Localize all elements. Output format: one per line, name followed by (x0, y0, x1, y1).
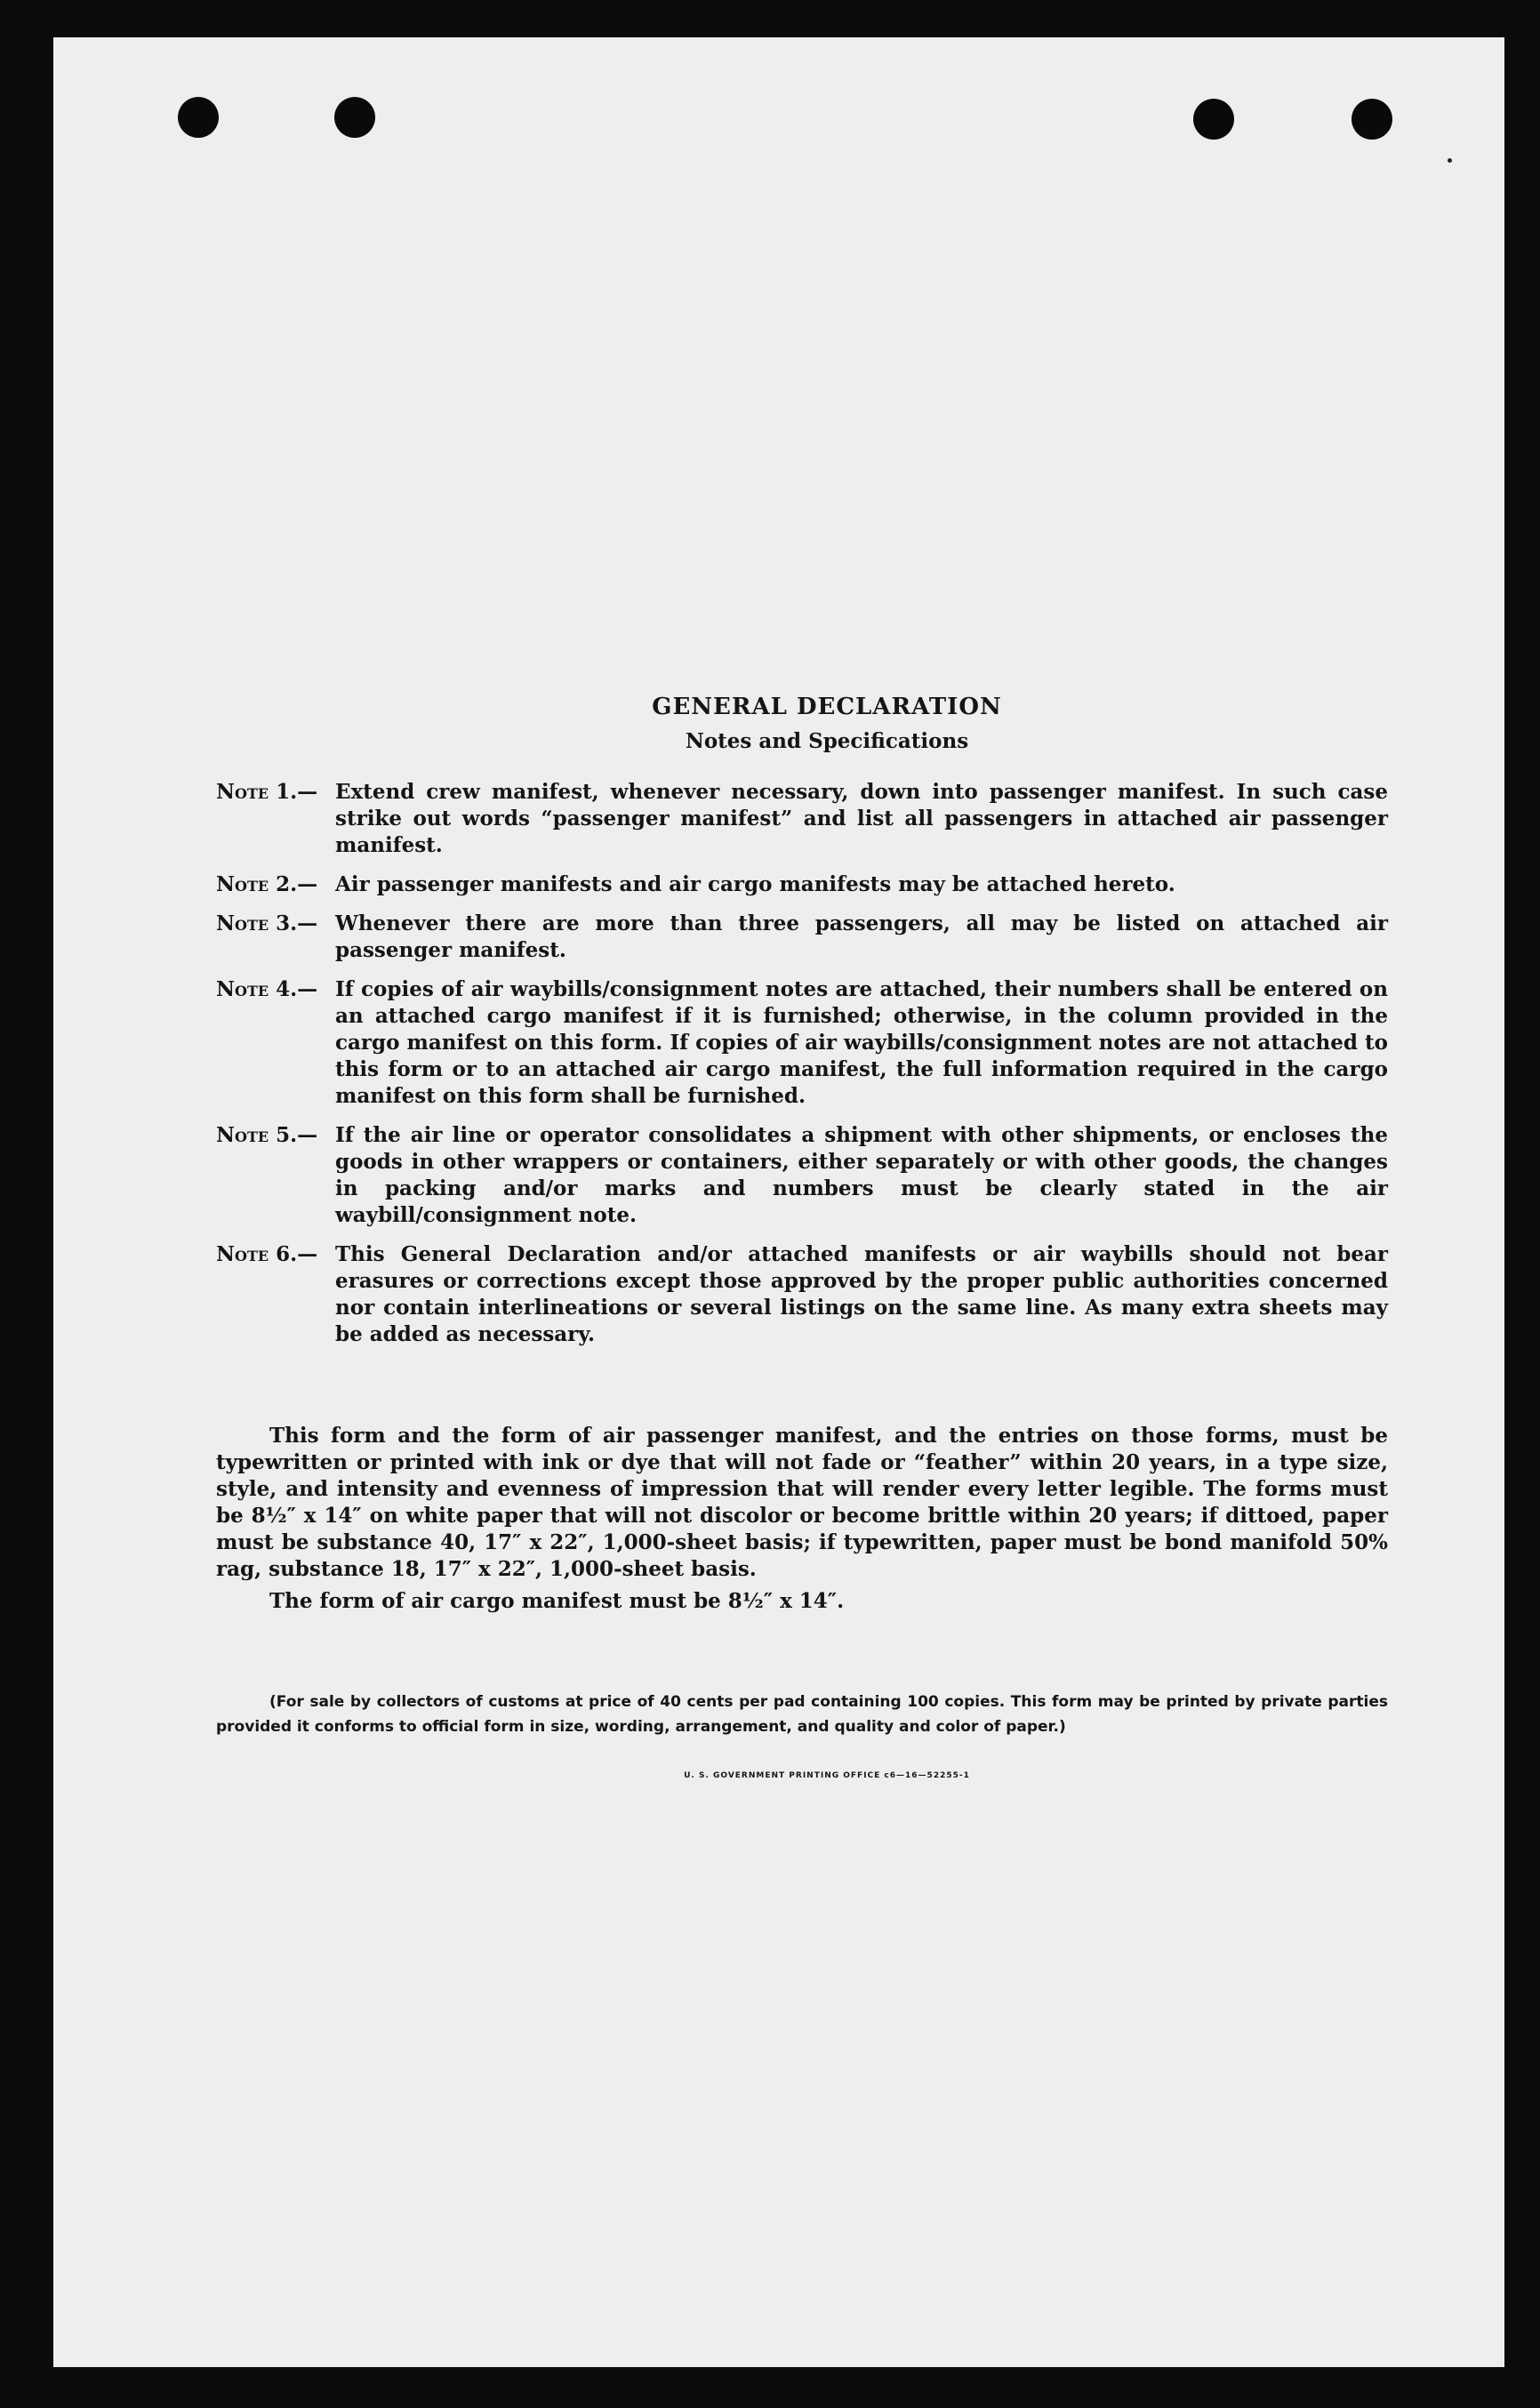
note-text: If the air line or operator consolidates a shipment with other shipments, or encloses the goods in other wrappers or containers, either separately or with other goods, the changes in packing and/or marks and numbers must be clearly stated in the air waybill/consignment note. (335, 1123, 1388, 1227)
note-item (216, 779, 1388, 859)
printer-imprint: U. S. GOVERNMENT PRINTING OFFICE c6—16—52255-1 (684, 1771, 970, 1780)
note-text: Whenever there are more than three passengers, all may be listed on attached air passenger manifest. (335, 911, 1388, 962)
note-item (216, 1241, 1388, 1348)
note-text: If copies of air waybills/consignment notes are attached, their numbers shall be entered on an attached cargo manifest if it is furnished; otherwise, in the column provided in the cargo manifest on this form. If copies of air waybills/consignment notes are not attached to this form or to an attached air cargo manifest, the full information required in the cargo manifest on this form shall be furnished. (335, 977, 1388, 1108)
specification-paragraph: This form and the form of air passenger manifest, and the entries on those forms, must be typewritten or printed with ink or dye that will not fade or “feather” within 20 years, in a type size, style, and intensity and evenness of impression that will render every letter legible. The forms must be 8½″ x 14″ on white paper that will not discolor or become brittle within 20 years; if dittoed, paper must be substance 40, 17″ x 22″, 1,000-sheet basis; if typewritten, paper must be bond manifold 50% rag, substance 18, 17″ x 22″, 1,000-sheet basis. (216, 1424, 1388, 1581)
paper-speck (1448, 158, 1452, 163)
note-label: Note 1.— (216, 780, 318, 804)
sale-notice: (For sale by collectors of customs at price of 40 cents per pad containing 100 copies. This form may be printed by private parties provided it conforms to official form in size, wording, arrangement, and quality and color of paper.) (216, 1693, 1388, 1736)
note-label: Note 6.— (216, 1242, 318, 1266)
note-item (216, 911, 1388, 964)
note-item (216, 1122, 1388, 1229)
note-item (216, 871, 1388, 898)
cargo-size-line: The form of air cargo manifest must be 8½″ x 14″. (269, 1589, 845, 1613)
note-item (216, 976, 1388, 1110)
page-title: GENERAL DECLARATION (652, 694, 1002, 720)
note-text: Extend crew manifest, whenever necessary, down into passenger manifest. In such case strike out words “passenger manifest” and list all passengers in attached air passenger manifest. (335, 780, 1388, 857)
punch-hole (178, 97, 219, 138)
document-page (53, 37, 1504, 2367)
page-subtitle: Notes and Specifications (685, 729, 969, 753)
punch-hole (334, 97, 375, 138)
note-text: This General Declaration and/or attached manifests or air waybills should not bear erasures or corrections except those approved by the proper public authorities concerned nor contain interlineations or several listings on the same line. As many extra sheets may be added as necessary. (335, 1242, 1388, 1346)
punch-hole (1352, 99, 1392, 140)
notes-list (216, 779, 1388, 1361)
note-label: Note 3.— (216, 911, 318, 935)
note-label: Note 5.— (216, 1123, 318, 1147)
punch-hole (1193, 99, 1234, 140)
note-label: Note 2.— (216, 872, 318, 896)
note-label: Note 4.— (216, 977, 318, 1001)
note-text: Air passenger manifests and air cargo manifests may be attached hereto. (335, 872, 1175, 896)
